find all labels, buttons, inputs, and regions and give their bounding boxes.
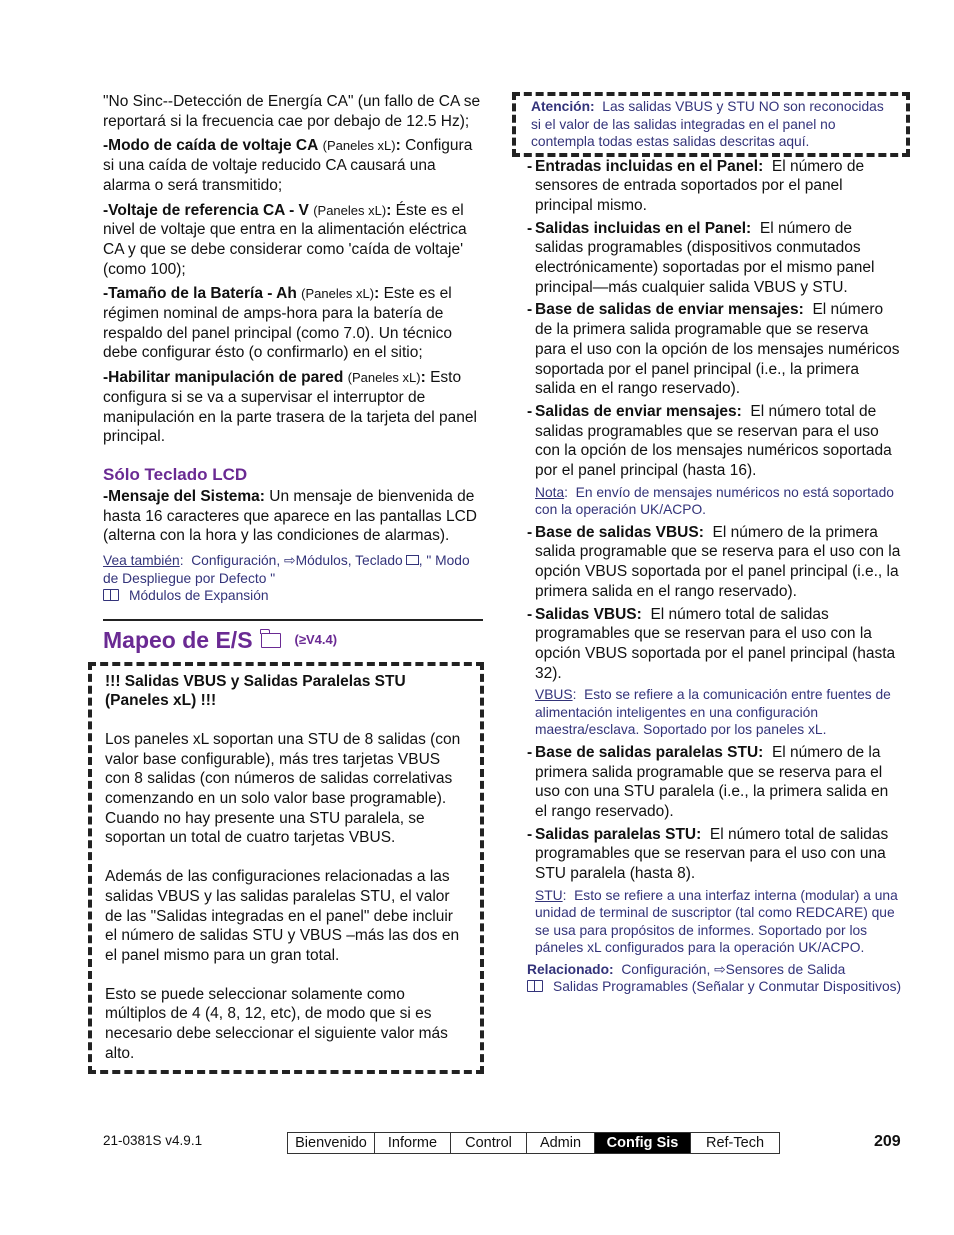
item-note: VBUS: Esto se refiere a la comunicación entre fuentes de alimentación inteligentes en una configuración maestra/esclava. Soportado por los paneles xL. (535, 687, 891, 738)
setting-item: - Salidas VBUS: El número total de salidas programables que se reservan para el uso con la opción VBUS soportada por el panel principal (hasta 32). (527, 605, 896, 682)
setting-item: - Base de salidas paralelas STU: El número de la primera salida programable que se reserva para el uso con una STU paralela (i.e., la primera salida en el rango reservado). (527, 743, 889, 820)
note-text: En envío de mensajes numéricos no está soportado con la operación UK/ACPO. (535, 484, 894, 518)
see-also-note: Vea también: Configuración, ⇨Módulos, Teclado , " Modo de Despliegue por Defecto " Módulos de Expansión (103, 553, 470, 604)
warning-paragraph: Esto se puede seleccionar solamente como múltiplos de 4 (4, 8, 12, etc), de modo que si es necesario debe seleccionar el siguiente valor más alto. (105, 985, 448, 1062)
see-also-label[interactable]: Vea también (103, 553, 180, 569)
item-text: El número de la primera salida programable que se reserva para el uso con una STU paralela (i.e., la primera salida en el rango reservado). (535, 743, 889, 820)
note-text: Esto se refiere a la comunicación entre fuentes de alimentación inteligentes en una configuración maestra/esclava. Soportado por los paneles xL. (535, 687, 891, 738)
setting-item: -Modo de caída de voltaje CA (Paneles xL): Configura si una caída de voltaje reducido CA causará una alarma o será transmitido; (103, 137, 473, 194)
warning-paragraph: Los paneles xL soportan una STU de 8 salidas (con valor base configurable), más tres tarjetas VBUS con 8 salidas (con números de salidas correlativas comenzando en un solo valor base programable). Cuando no hay presente una STU paralela, se soportan un total de cuatro tarjetas VBUS. (105, 730, 461, 847)
item-text: Configura si una caída de voltaje reducido CA causará una alarma o será transmitido; (103, 137, 473, 194)
attention-label: Atención: (531, 99, 595, 114)
note-label[interactable]: Nota (535, 484, 565, 500)
section-heading (103, 625, 481, 655)
item-text: Este es el régimen nominal de amps-hora para la batería de respaldo del panel principal (como 7.0). Un técnico debe configurar ésto (o confirmarlo) en el sitio; (103, 285, 452, 362)
folder-icon (261, 633, 281, 648)
setting-item: - Salidas paralelas STU: El número total de salidas programables que se reservan para el uso con una STU paralela (hasta 8). (527, 825, 889, 883)
section-divider (103, 619, 483, 621)
item-title: Base de salidas de enviar mensajes: (535, 301, 804, 319)
document-id: 21-0381S v4.9.1 (103, 1133, 203, 1148)
left-items (103, 136, 481, 447)
related-note (527, 961, 902, 996)
note-label[interactable]: VBUS (535, 687, 573, 703)
attention-note (531, 98, 892, 151)
item-text: El número de la primera salida programable que se reserva para el uso con la opción VBUS soportada por el panel principal (i.e., la primera salida en el rango reservado). (535, 523, 901, 600)
item-title: Salidas incluidas en el Panel: (535, 219, 752, 237)
page-number: 209 (874, 1133, 901, 1150)
setting-item: - Entradas incluidas en el Panel: El número de sensores de entrada soportados por el panel principal mismo. (527, 157, 865, 214)
item-text: El número de salidas programables (dispositivos conmutados electrónicamente) soportadas por el mismo panel principal—más cualquier salida VBUS y STU. (535, 219, 875, 296)
item-title: Mensaje del Sistema: (108, 487, 265, 505)
item-title: Salidas paralelas STU: (535, 825, 702, 843)
item-text: Un mensaje de bienvenida de hasta 16 caracteres que aparece en las pantallas LCD (alterna con la hora y las condiciones de alarmas). (103, 487, 477, 545)
see-also-link-expansion[interactable]: Módulos de Expansión (129, 588, 269, 604)
setting-item: - Salidas incluidas en el Panel: El número de salidas programables (dispositivos conmutados electrónicamente) soportadas por el mismo panel principal—más cualquier salida VBUS y STU. (527, 219, 875, 296)
lcd-setting-item: -Mensaje del Sistema: Un mensaje de bienvenida de hasta 16 caracteres que aparece en las pantallas LCD (alterna con la hora y las condiciones de alarmas). (103, 487, 477, 545)
folder-icon (406, 555, 419, 565)
warning-box (88, 662, 484, 1074)
item-text: El número de la primera salida programable que se reserva para el uso con la opción de los mensajes numéricos soportada por el panel principal (i.e., la primera salida en el rango reservado). (535, 301, 900, 398)
intro-text: "No Sinc--Detección de Energía CA" (un fallo de CA se reportará si la frecuencia cae por debajo de 12.5 Hz); (103, 93, 481, 130)
tab-informe[interactable]: Informe (375, 1133, 451, 1153)
setting-item: -Voltaje de referencia CA - V (Paneles xL): Éste es el nivel de voltaje que entra en la alimentación eléctrica CA y que se debe considerar como 'caída de voltaje' (como 100); (103, 201, 467, 278)
warning-title: !!! Salidas VBUS y Salidas Paralelas STU (Paneles xL) !!! (105, 672, 406, 710)
book-icon (103, 589, 119, 601)
heading-text: Mapeo de E/S (103, 626, 253, 653)
left-column (103, 92, 481, 1074)
item-title: Salidas VBUS: (535, 605, 642, 623)
version-tag: (≥V4.4) (294, 631, 338, 647)
item-title: Base de salidas VBUS: (535, 523, 704, 541)
setting-item: -Habilitar manipulación de pared (Paneles xL): Esto configura si se va a supervisar el interruptor de manipulación en la parte trasera de la tarjeta del panel principal. (103, 369, 477, 446)
see-also-link-display[interactable]: , " Modo de Despliegue por Defecto " (103, 553, 470, 586)
setting-item: - Base de salidas de enviar mensajes: El número de la primera salida programable que se reserva para el uso con la opción de los mensajes numéricos soportada por el panel principal (i.e., la primera salida en el rango reservado). (527, 301, 900, 398)
item-qualifier: (Paneles xL) (313, 202, 387, 218)
related-link-sensors[interactable]: Configuración, ⇨Sensores de Salida (621, 961, 846, 977)
related-label: Relacionado: (527, 961, 614, 977)
tab-ref-tech[interactable]: Ref-Tech (705, 1135, 765, 1151)
item-title: Habilitar manipulación de pared (108, 369, 344, 387)
item-text: El número total de salidas programables que se reservan para el uso con una STU paralela (hasta 8). (535, 825, 889, 883)
tab-admin[interactable]: Admin (527, 1133, 595, 1153)
item-note: Nota: En envío de mensajes numéricos no está soportado con la operación UK/ACPO. (535, 484, 894, 518)
see-also-link-modules[interactable]: Configuración, ⇨Módulos, Teclado (191, 553, 403, 569)
item-title: Modo de caída de voltaje CA (108, 137, 319, 155)
item-text: El número total de salidas programables que se reservan para el uso con la opción de los mensajes numéricos soportada por el panel principal (hasta 16). (535, 402, 892, 480)
item-qualifier: (Paneles xL) (347, 370, 421, 386)
tab-config-sis[interactable]: Config Sis (595, 1133, 691, 1153)
item-title: Salidas de enviar mensajes: (535, 402, 742, 420)
item-note: STU: Esto se refiere a una interfaz interna (modular) a una unidad de terminal de suscriptor (tal como REDCARE) que se usa para propósitos de informes. Soportado por los páneles xL configurados para la operación UK/ACPO. (535, 887, 898, 956)
setting-item: -Tamaño de la Batería - Ah (Paneles xL): Este es el régimen nominal de amps-hora para la batería de respaldo del panel principal (como 7.0). Un técnico debe configurar ésto (o confirmarlo) en el sitio; (103, 285, 452, 362)
item-text: El número de sensores de entrada soportados por el panel principal mismo. (535, 157, 865, 214)
book-icon (527, 980, 543, 992)
setting-item: - Salidas de enviar mensajes: El número total de salidas programables que se reservan para el uso con la opción de los mensajes numéricos soportada por el panel principal (hasta 16). (527, 402, 892, 480)
item-text: Éste es el nivel de voltaje que entra en la alimentación eléctrica CA y que se debe considerar como 'caída de voltaje' (como 100); (103, 201, 467, 278)
note-text: Esto se refiere a una interfaz interna (modular) a una unidad de terminal de suscriptor (tal como REDCARE) que se usa para propósitos de informes. Soportado por los páneles xL configurados para la operación UK/ACPO. (535, 887, 898, 956)
attention-box (512, 92, 910, 157)
tab-bienvenido[interactable]: Bienvenido (288, 1133, 375, 1153)
item-qualifier: (Paneles xL) (322, 138, 396, 154)
section-tabs (287, 1132, 780, 1154)
subheading-lcd: Sólo Teclado LCD (103, 464, 248, 484)
attention-text: Las salidas VBUS y STU NO son reconocidas si el valor de las salidas integradas en el panel no contempla todas estas salidas descritas aquí. (531, 99, 884, 149)
tab-control[interactable]: Control (451, 1133, 527, 1153)
item-title: Base de salidas paralelas STU: (535, 743, 764, 761)
item-title: Tamaño de la Batería - Ah (108, 285, 297, 303)
setting-item: - Base de salidas VBUS: El número de la primera salida programable que se reserva para el uso con la opción VBUS soportada por el panel principal (i.e., la primera salida en el rango reservado). (527, 523, 901, 600)
note-label[interactable]: STU (535, 887, 563, 903)
right-column (527, 92, 902, 1000)
warning-paragraph: Además de las configuraciones relacionadas a las salidas VBUS y las salidas paralelas STU, el valor de las "Salidas integradas en el panel" debe incluir el número de salidas STU y VBUS –más las dos en el panel mismo para un gran total. (105, 868, 460, 964)
item-title: Entradas incluidas en el Panel: (535, 157, 764, 175)
item-text: Esto configura si se va a supervisar el interruptor de manipulación en la parte trasera de la tarjeta del panel principal. (103, 369, 477, 446)
item-text: El número total de salidas programables que se reservan para el uso con la opción VBUS soportada por el panel principal (hasta 32). (535, 605, 896, 682)
related-link-outputs[interactable]: Salidas Programables (Señalar y Conmutar Dispositivos) (553, 979, 902, 995)
item-qualifier: (Paneles xL) (301, 286, 375, 302)
item-title: Voltaje de referencia CA - V (108, 201, 309, 219)
